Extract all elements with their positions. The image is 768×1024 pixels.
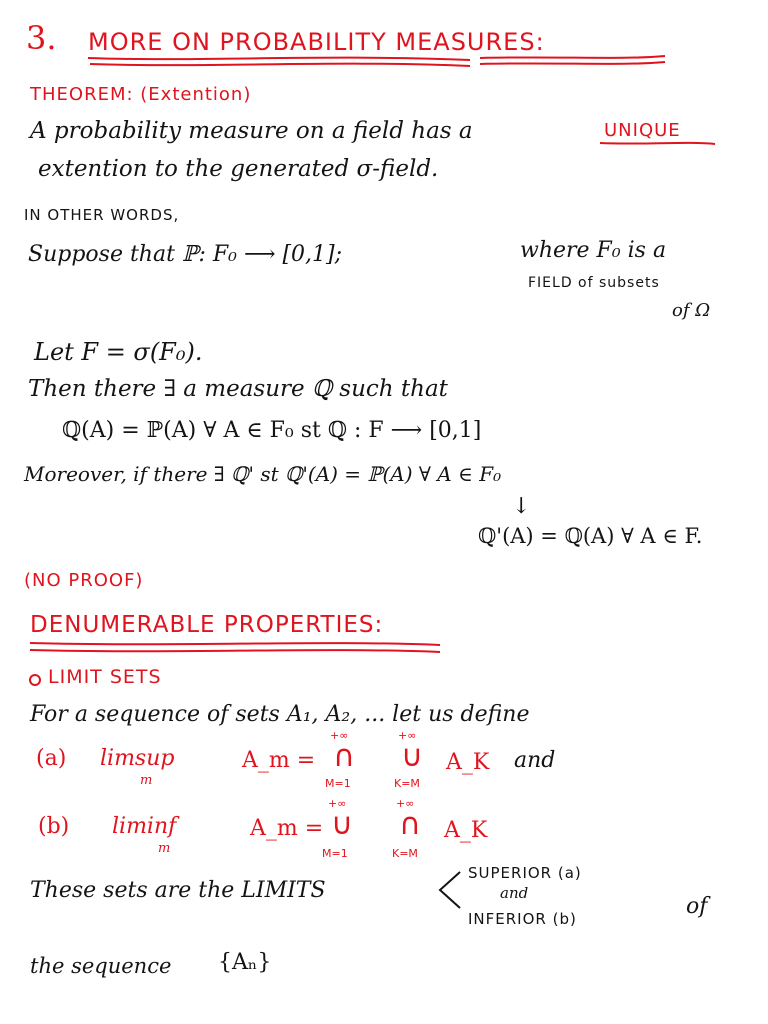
no-proof: (NO PROOF) [24,570,144,591]
limsup-cap-bottom: M=1 [325,777,351,790]
let-line: Let F = σ(F₀). [34,338,203,366]
sequence-intro: For a sequence of sets A₁, A₂, ... let us define [30,702,530,727]
of-word: of [686,894,708,919]
liminf-cup-top: +∞ [328,797,347,810]
title-underline-3 [480,56,665,58]
title-underline-4 [480,62,665,64]
section-subtitle: LIMIT SETS [48,666,162,688]
liminf-cap-top: +∞ [396,797,415,810]
suppose-line: Suppose that ℙ: F₀ ⟶ [0,1]; [28,242,343,267]
these-sets-line: These sets are the LIMITS [30,878,326,903]
title-underline-2 [90,64,470,66]
moreover-line: Moreover, if there ∃ ℚ' st ℚ'(A) = ℙ(A) ∀ A ∈ F₀ [24,462,502,486]
liminf-cup-bottom: M=1 [322,847,348,860]
a-label: (a) [36,746,67,771]
theorem-label: THEOREM: (Extention) [30,84,252,105]
liminf-cap: ∩ [399,807,421,842]
implies-arrow: ↓ [512,494,531,519]
and-small: and [500,884,529,902]
title-underline-1 [88,58,470,60]
inferior-label: INFERIOR (b) [468,910,577,928]
section-underline-1 [30,643,440,645]
and-word: and [514,748,556,773]
liminf-cup: ∪ [331,807,353,842]
unique-underline [600,143,715,144]
liminf-ak: A_K [444,818,488,843]
limsup-lhs: A_m = [242,748,316,773]
limsup-ak: A_K [446,750,490,775]
unique-word: UNIQUE [604,120,681,141]
liminf-sub: m [158,841,171,856]
page-title: MORE ON PROBABILITY MEASURES: [88,28,545,56]
limsup-cup: ∪ [401,739,423,774]
theorem-line1: A probability measure on a field has a [30,118,473,144]
then-line: Then there ∃ a measure ℚ such that [28,376,448,402]
bullet-icon [30,675,40,685]
sequence-set: {Aₙ} [218,950,272,975]
limsup-cup-bottom: K=M [394,777,420,790]
limsup-sub: m [140,773,153,788]
heading-number: 3. [26,19,57,57]
liminf-cap-bottom: K=M [392,847,418,860]
q-definition: ℚ(A) = ℙ(A) ∀ A ∈ F₀ st ℚ : F ⟶ [0,1] [62,418,482,443]
superior-label: SUPERIOR (a) [468,864,582,882]
limsup-op: limsup [100,746,175,771]
section-underline-2 [30,650,440,652]
limits-bracket [440,872,460,908]
limsup-cap: ∩ [333,739,355,774]
liminf-op: liminf [112,814,177,839]
of-omega: of Ω [672,300,711,321]
theorem-line2: extention to the generated σ-field. [38,156,439,182]
uniqueness-conclusion: ℚ'(A) = ℚ(A) ∀ A ∈ F. [478,524,703,548]
section-title: DENUMERABLE PROPERTIES: [30,612,384,638]
b-label: (b) [38,814,70,839]
where-line: where F₀ is a [520,238,667,263]
field-of-subsets: FIELD of subsets [528,275,660,291]
limsup-cap-top: +∞ [330,729,349,742]
limsup-cup-top: +∞ [398,729,417,742]
liminf-lhs: A_m = [250,816,324,841]
other-words-label: IN OTHER WORDS, [24,206,180,224]
sequence-line: the sequence [30,954,172,978]
